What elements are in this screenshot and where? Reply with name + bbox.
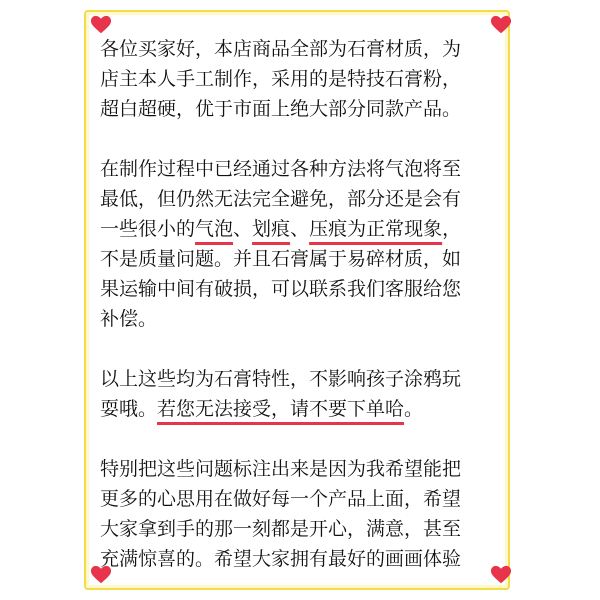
text-line: 更多的心思用在做好每一个产品上面，希望 bbox=[100, 488, 462, 510]
shop-notice bbox=[100, 34, 510, 574]
text-line: 在制作过程中已经通过各种方法将气泡将至 bbox=[100, 158, 462, 180]
text-line: 各位买家好，本店商品全部为石膏材质，为 bbox=[100, 38, 462, 60]
text-segment: 一些很小的 bbox=[100, 218, 196, 240]
paragraph-closing bbox=[100, 454, 510, 574]
text-line bbox=[100, 214, 510, 244]
highlight-dents-normal: 压痕为正常现象 bbox=[309, 218, 443, 240]
highlight-do-not-order: 若您无法接受，请不要下单哈 bbox=[157, 398, 405, 420]
text-segment: ， bbox=[442, 218, 462, 240]
text-line: 果运输中间有破损，可以联系我们客服给您 bbox=[100, 278, 462, 300]
text-line: 超白超硬，优于市面上绝大部分同款产品。 bbox=[100, 98, 462, 120]
text-segment: 、 bbox=[290, 218, 310, 240]
text-line: 特别把这些问题标注出来是因为我希望能把 bbox=[100, 458, 462, 480]
heart-icon bbox=[490, 14, 512, 36]
text-line: 充满惊喜的。希望大家拥有最好的画画体验 bbox=[100, 548, 462, 570]
paragraph-defects bbox=[100, 154, 510, 334]
text-line: 最低，但仍然无法完全避免，部分还是会有 bbox=[100, 188, 462, 210]
text-segment: 耍哦。 bbox=[100, 398, 158, 420]
text-segment: 。 bbox=[404, 398, 424, 420]
text-line: 以上这些均为石膏特性，不影响孩子涂鸦玩 bbox=[100, 368, 462, 390]
text-line: 不是质量问题。并且石膏属于易碎材质，如 bbox=[100, 248, 462, 270]
text-line bbox=[100, 394, 510, 424]
paragraph-intro bbox=[100, 34, 510, 124]
highlight-scratches: 划痕 bbox=[252, 218, 291, 240]
text-line: 大家拿到手的那一刻都是开心，满意，甚至 bbox=[100, 518, 462, 540]
paragraph-plaster-traits bbox=[100, 364, 510, 424]
text-line: 店主本人手工制作，采用的是特技石膏粉， bbox=[100, 68, 462, 90]
highlight-bubbles: 气泡 bbox=[195, 218, 234, 240]
heart-icon bbox=[90, 14, 112, 36]
text-segment: 、 bbox=[233, 218, 253, 240]
text-line: 补偿。 bbox=[100, 308, 158, 330]
